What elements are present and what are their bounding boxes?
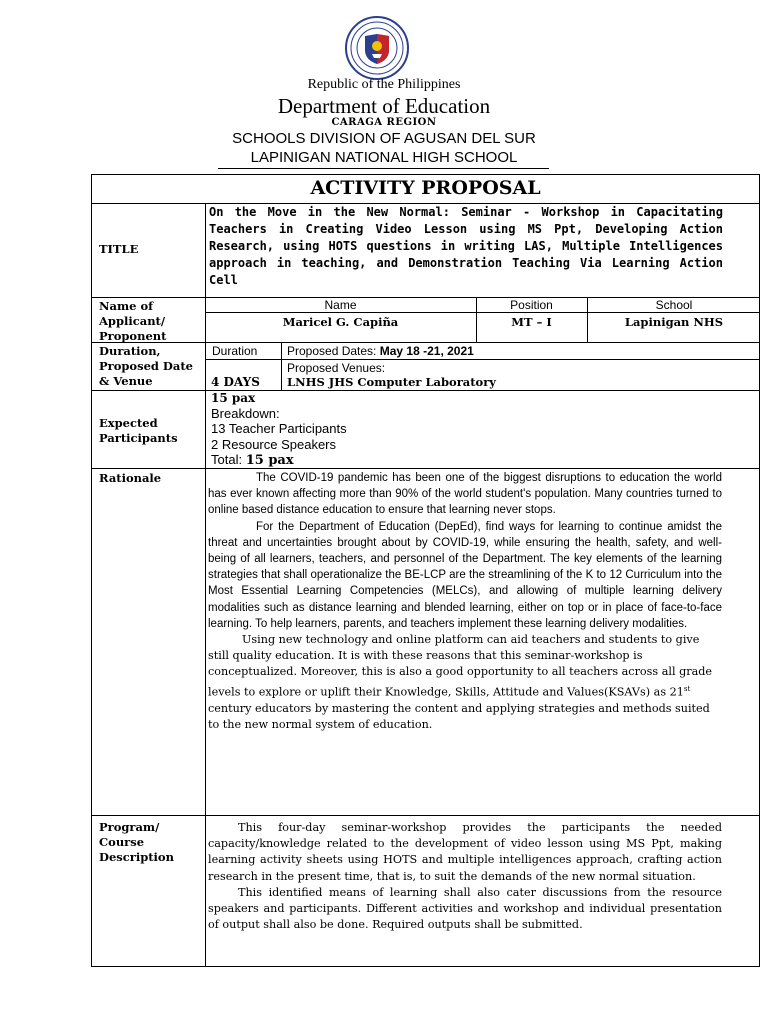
applicant-school: Lapinigan NHS: [624, 315, 724, 329]
row-divider: [205, 359, 759, 360]
school-line: LAPINIGAN NATIONAL HIGH SCHOOL: [250, 149, 518, 166]
proposal-table: [91, 174, 760, 967]
proposed-dates: [287, 344, 474, 359]
program-label: Program/ Course Description: [99, 820, 174, 864]
program-text: [208, 820, 722, 933]
resource-speakers: 2 Resource Speakers: [211, 437, 337, 452]
rationale-text: [208, 470, 722, 733]
duration-label: Duration, Proposed Date & Venue: [99, 344, 193, 388]
dates-value: May 18 -21, 2021: [379, 344, 474, 358]
region-line: CARAGA REGION: [331, 117, 437, 128]
rationale-superscript: st: [683, 684, 691, 693]
applicant-position: MT – I: [511, 315, 552, 329]
rationale-paragraph: [208, 632, 722, 733]
applicant-label: Name of Applicant/ Proponent: [99, 299, 167, 343]
program-paragraph: This identified means of learning shall also cater discussions from the resource speakers and participants. Different activities and workshop and individual presentation of output shall also be done. Required outputs shall be submitted.: [208, 885, 722, 932]
dates-label: Proposed Dates:: [287, 344, 377, 358]
participants-label: Expected Participants: [99, 416, 178, 445]
division-line: SCHOOLS DIVISION OF AGUSAN DEL SUR: [232, 130, 536, 147]
col-school-header: School: [655, 298, 693, 312]
rationale-paragraph: For the Department of Education (DepEd), find ways for learning to continue amidst the threat and uncertainties brought about by COVID-19, while ensuring the health, safety, and well-being of all learners, teachers, and personnel of the Department. The key elements of the learning strategies that shall operationalize the BE-LCP are the streamlining of the K to 12 Curriculum into the Most Essential Learning Competencies (MELCs), and allowing of multiple learning delivery modalities such as distance learning and blended learning, either on top or in place of face-to-face learning. To help learners, parents, and teachers implement these learning delivery modalities.: [208, 520, 722, 630]
row-divider: [92, 815, 759, 816]
venues-value: LNHS JHS Computer Laboratory: [287, 375, 496, 389]
republic-line: Republic of the Philippines: [307, 77, 461, 92]
venues-label: Proposed Venues:: [287, 361, 386, 375]
col-divider: [281, 342, 282, 390]
rationale-p3-part: Using new technology and online platform can aid teachers and students to give still quality education. It is with these reasons that this seminar-workshop is conceptualized. Moreover, this is also a good opportunity to all teachers across all grade levels to explore or uplift their Knowledge, Skills, Attitude and Values(KSAVs) as 21: [208, 633, 713, 699]
rationale-label: Rationale: [99, 471, 162, 485]
applicant-name: Maricel G. Capiña: [282, 315, 399, 329]
row-divider: [92, 390, 759, 391]
total-participants: [211, 452, 294, 468]
proposal-heading: ACTIVITY PROPOSAL: [310, 177, 541, 199]
duration-header: Duration: [212, 344, 258, 358]
duration-value: 4 DAYS: [211, 375, 260, 389]
deped-seal-icon: [345, 16, 409, 80]
total-label: Total:: [211, 452, 243, 467]
col-name-header: Name: [324, 298, 357, 312]
program-paragraph: This four-day seminar-workshop provides the participants the needed capacity/knowledge related to the development of video lesson using MS Ppt, making learning activity sheets using HOTS and multiple intelligences approach, crafting action research in the present time, that is, to suit the demands of the new normal situation.: [208, 821, 722, 883]
col-position-header: Position: [510, 298, 553, 312]
rationale-paragraph: The COVID-19 pandemic has been one of the biggest disruptions to education the world has ever known affecting more than 90% of the world student's population. Many countries turned to online based distance education to ensure that learning never stops.: [208, 472, 722, 517]
total-value: 15 pax: [245, 453, 294, 468]
activity-title: On the Move in the New Normal: Seminar - Workshop in Capacitating Teachers in Creating Video Lesson using MS Ppt, Developing Action Research, using HOTS questions in writing LAS, Multiple Intelligences approach in teaching, and Demonstration Teaching Via Learning Action Cell: [209, 205, 723, 287]
breakdown-label: Breakdown:: [211, 406, 280, 421]
row-divider: [92, 468, 759, 469]
header-rule: [218, 168, 549, 169]
department-line: Department of Education: [277, 94, 491, 118]
rationale-p3-part: century educators by mastering the content and applying strategies and methods suited to the new normal system of education.: [208, 701, 710, 731]
pax-count: 15 pax: [211, 391, 256, 405]
title-label: TITLE: [99, 242, 139, 256]
teacher-participants: 13 Teacher Participants: [211, 421, 347, 436]
